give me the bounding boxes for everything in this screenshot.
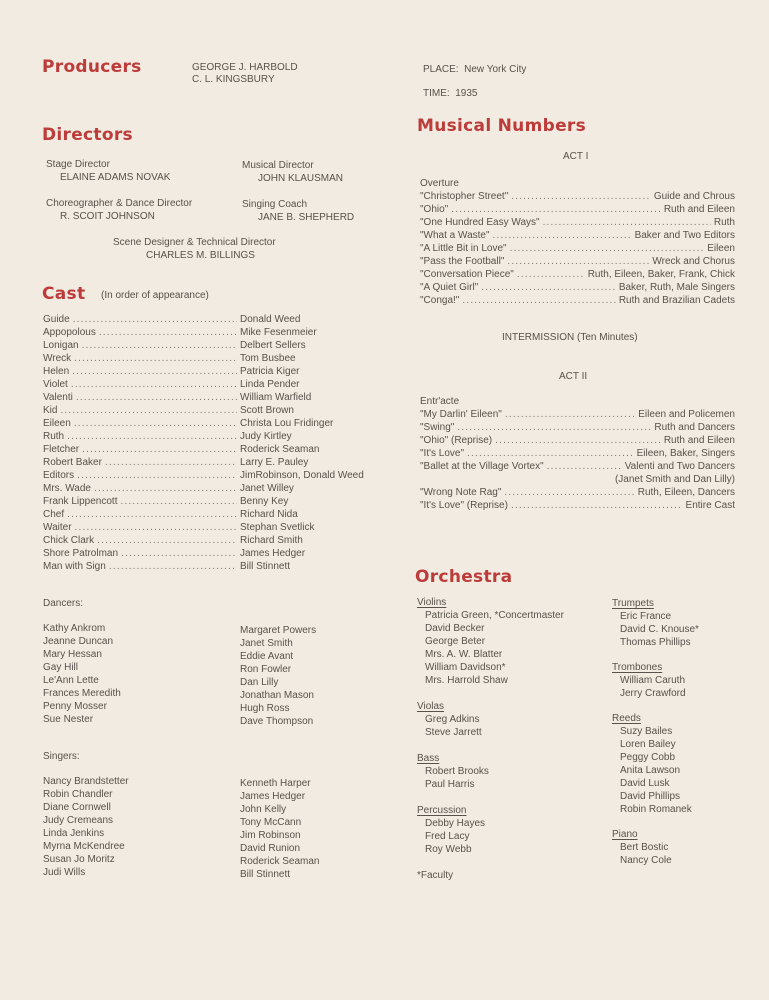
stage-director-role: Stage Director (46, 159, 110, 170)
orchestra-section-violas: Violas (417, 701, 445, 712)
cast-role: Appopolous (43, 327, 96, 338)
leader-dots (543, 216, 711, 229)
leader-dots (82, 443, 237, 456)
leader-dots (97, 534, 237, 547)
song-performers: Baker, Ruth, Male Singers (618, 282, 735, 293)
dancer-name: Hugh Ross (240, 703, 290, 714)
singer-name: Jim Robinson (240, 830, 301, 841)
cast-role: Valenti (43, 392, 73, 403)
cast-heading: Cast (42, 284, 86, 304)
song-performers: Ruth and Eileen (663, 204, 735, 215)
cast-row (43, 521, 348, 534)
song-row (420, 447, 735, 460)
leader-dots (74, 417, 237, 430)
act-1-label: ACT I (563, 151, 589, 162)
musical-director-role: Musical Director (242, 160, 314, 171)
leader-dots (121, 547, 237, 560)
song-title: "Christopher Street" (420, 191, 509, 202)
musician-name: Nancy Cole (620, 855, 672, 866)
song-title: "Conga!" (420, 295, 460, 306)
dancer-name: Janet Smith (240, 638, 293, 649)
song-row (420, 190, 735, 203)
leader-dots (495, 434, 661, 447)
cast-note: (In order of appearance) (101, 290, 209, 301)
song-row (420, 268, 735, 281)
song-title: "Ohio" (Reprise) (420, 435, 493, 446)
cast-row (43, 326, 348, 339)
musician-name: Patricia Green, *Concertmaster (425, 610, 564, 621)
cast-actor: Janet Willey (240, 483, 294, 494)
cast-row (43, 469, 364, 482)
producer-name-1: GEORGE J. HARBOLD (192, 62, 298, 73)
musician-name: Debby Hayes (425, 818, 486, 829)
musician-name: Jerry Crawford (620, 688, 686, 699)
stage-director-name: ELAINE ADAMS NOVAK (60, 172, 171, 183)
song-row (420, 255, 735, 268)
cast-role: Man with Sign (43, 561, 106, 572)
leader-dots (77, 469, 237, 482)
singer-name: Judy Cremeans (43, 815, 114, 826)
act-2-list (420, 395, 735, 512)
musician-name: Fred Lacy (425, 831, 470, 842)
cast-actor: Linda Pender (240, 379, 300, 390)
singer-name: David Runion (240, 843, 301, 854)
musician-name: Greg Adkins (425, 714, 480, 725)
orchestra-section-trombones: Trombones (612, 662, 663, 673)
song-performers: Ruth, Eileen, Dancers (637, 487, 735, 498)
musician-name: Roy Webb (425, 844, 472, 855)
singing-coach-name: JANE B. SHEPHERD (258, 212, 355, 223)
musician-name: Steve Jarrett (425, 727, 482, 738)
leader-dots (67, 508, 237, 521)
leader-dots (510, 242, 705, 255)
cast-actor: Mike Fesenmeier (240, 327, 317, 338)
song-performers: Ruth and Eileen (663, 435, 735, 446)
cast-role: Robert Baker (43, 457, 102, 468)
song-row (420, 460, 735, 473)
dancer-name: Eddie Avant (240, 651, 294, 662)
musician-name: Paul Harris (425, 779, 475, 790)
leader-dots (457, 421, 651, 434)
musician-name: David C. Knouse* (620, 624, 699, 635)
cast-role: Violet (43, 379, 68, 390)
singer-name: Robin Chandler (43, 789, 113, 800)
cast-row (43, 417, 348, 430)
cast-role: Shore Patrolman (43, 548, 119, 559)
cast-row (43, 482, 348, 495)
musical-numbers-heading: Musical Numbers (417, 116, 587, 136)
cast-row (43, 495, 348, 508)
dancer-name: Jonathan Mason (240, 690, 314, 701)
cast-role: Fletcher (43, 444, 80, 455)
musician-name: Suzy Bailes (620, 726, 673, 737)
orchestra-right-column (612, 597, 699, 867)
scene-designer-name: CHARLES M. BILLINGS (146, 250, 255, 261)
cast-actor: Donald Weed (240, 314, 301, 325)
cast-actor: JimRobinson, Donald Weed (240, 470, 364, 481)
cast-role: Helen (43, 366, 70, 377)
cast-actor: Patricia Kiger (240, 366, 300, 377)
song-performers: Ruth, Eileen, Baker, Frank, Chick (587, 269, 735, 280)
song-performers: Ruth (713, 217, 735, 228)
producer-name-2: C. L. KINGSBURY (192, 74, 275, 85)
song-row (420, 203, 735, 216)
song-title: "It's Love" (Reprise) (420, 500, 508, 511)
song-performers: Ruth and Dancers (654, 422, 735, 433)
singer-name: Tony McCann (240, 817, 302, 828)
cast-role: Editors (43, 470, 75, 481)
song-row (420, 242, 735, 255)
leader-dots (547, 460, 622, 473)
leader-dots (451, 203, 661, 216)
cast-actor: Richard Nida (240, 509, 298, 520)
song-title: "A Little Bit in Love" (420, 243, 507, 254)
cast-row (43, 352, 348, 365)
cast-row (43, 378, 348, 391)
song-row (420, 408, 735, 421)
singers-column-1 (43, 775, 129, 879)
cast-role: Chef (43, 509, 65, 520)
leader-dots (493, 229, 632, 242)
musician-name: Peggy Cobb (620, 752, 676, 763)
musician-name: William Caruth (620, 675, 686, 686)
song-title: "Conversation Piece" (420, 269, 514, 280)
cast-actor: Christa Lou Fridinger (240, 418, 334, 429)
song-performers: Baker and Two Editors (634, 230, 735, 241)
cast-actor: Stephan Svetlick (240, 522, 315, 533)
leader-dots (105, 456, 237, 469)
leader-dots (72, 365, 237, 378)
orchestra-section-bass: Bass (417, 753, 440, 764)
time-label: TIME: (423, 88, 450, 99)
musician-name: William Davidson* (425, 662, 506, 673)
song-performers: Ruth and Brazilian Cadets (618, 295, 735, 306)
song-title: "Swing" (420, 422, 455, 433)
cast-row (43, 430, 348, 443)
song-title: Overture (420, 178, 459, 189)
cast-role: Kid (43, 405, 58, 416)
musician-name: Anita Lawson (620, 765, 681, 776)
dancer-name: Sue Nester (43, 714, 94, 725)
song-row (420, 229, 735, 242)
singer-name: James Hedger (240, 791, 306, 802)
leader-dots (505, 408, 635, 421)
musician-name: David Becker (425, 623, 485, 634)
cast-actor: Richard Smith (240, 535, 303, 546)
faculty-note: *Faculty (417, 870, 454, 881)
cast-actor: James Hedger (240, 548, 306, 559)
act-2-label: ACT II (559, 371, 588, 382)
dancer-name: Le'Ann Lette (43, 675, 99, 686)
leader-dots (467, 447, 634, 460)
intermission: INTERMISSION (Ten Minutes) (502, 332, 638, 343)
song-performers: Eileen, Baker, Singers (636, 448, 735, 459)
song-row (420, 216, 735, 229)
cast-row (43, 534, 348, 547)
musician-name: Mrs. Harrold Shaw (425, 675, 508, 686)
cast-actor: Roderick Seaman (240, 444, 320, 455)
act-1-list (420, 177, 735, 307)
choreographer-role: Choreographer & Dance Director (46, 198, 193, 209)
song-title: "A Quiet Girl" (420, 282, 479, 293)
cast-row (43, 508, 348, 521)
singer-name: John Kelly (240, 804, 287, 815)
cast-role: Chick Clark (43, 535, 95, 546)
song-row (420, 486, 735, 499)
leader-dots (504, 486, 634, 499)
leader-dots (60, 404, 237, 417)
orchestra-section-reeds: Reeds (612, 713, 641, 724)
musician-name: Robin Romanek (620, 804, 692, 815)
singers-column-2 (240, 777, 319, 881)
cast-role: Lonigan (43, 340, 79, 351)
musician-name: Eric France (620, 611, 672, 622)
song-performers: Eileen (707, 243, 735, 254)
song-title: "It's Love" (420, 448, 465, 459)
dancers-column-1 (43, 622, 121, 726)
orchestra-heading: Orchestra (415, 567, 513, 587)
song-row (420, 499, 735, 512)
singer-name: Nancy Brandstetter (43, 776, 129, 787)
cast-row (43, 391, 348, 404)
leader-dots (71, 378, 237, 391)
song-performers: Entire Cast (685, 500, 735, 511)
leader-dots (94, 482, 237, 495)
orchestra-section-piano: Piano (612, 829, 638, 840)
singer-name: Linda Jenkins (43, 828, 105, 839)
leader-dots (75, 521, 237, 534)
singer-name: Kenneth Harper (240, 778, 311, 789)
scene-designer-role: Scene Designer & Technical Director (113, 237, 276, 248)
song-performers: Guide and Chrous (653, 191, 735, 202)
producers-heading: Producers (42, 57, 142, 77)
song-row (420, 281, 735, 294)
leader-dots (82, 339, 237, 352)
song-title: Entr'acte (420, 396, 460, 407)
dancers-label: Dancers: (43, 598, 84, 609)
dancer-name: Penny Mosser (43, 701, 107, 712)
time-value: 1935 (455, 88, 478, 99)
place-line (423, 63, 526, 76)
dancer-name: Gay Hill (43, 662, 79, 673)
song-performers: Valenti and Two Dancers (624, 461, 735, 472)
musical-director-name: JOHN KLAUSMAN (258, 173, 344, 184)
cast-role: Frank Lippencott (43, 496, 118, 507)
song-row (420, 434, 735, 447)
dancer-name: Dan Lilly (240, 677, 279, 688)
dancer-name: Ron Fowler (240, 664, 292, 675)
song-title: "What a Waste" (420, 230, 490, 241)
song-performers: Wreck and Chorus (652, 256, 735, 267)
singer-name: Judi Wills (43, 867, 86, 878)
leader-dots (121, 495, 238, 508)
singer-name: Susan Jo Moritz (43, 854, 115, 865)
leader-dots (511, 190, 651, 203)
cast-actor: Tom Busbee (240, 353, 296, 364)
leader-dots (76, 391, 237, 404)
dancer-name: Margaret Powers (240, 625, 317, 636)
song-title: "Wrong Note Rag" (420, 487, 502, 498)
song-title: "My Darlin' Eileen" (420, 409, 502, 420)
leader-dots (507, 255, 649, 268)
cast-actor: Judy Kirtley (240, 431, 292, 442)
song-performers: (Janet Smith and Dan Lilly) (614, 474, 735, 485)
dancer-name: Jeanne Duncan (43, 636, 114, 647)
musician-name: George Beter (425, 636, 486, 647)
song-title: "One Hundred Easy Ways" (420, 217, 540, 228)
singing-coach-role: Singing Coach (242, 199, 308, 210)
choreographer-name: R. SCOIT JOHNSON (60, 211, 155, 222)
song-performers: Eileen and Policemen (638, 409, 735, 420)
cast-role: Eileen (43, 418, 71, 429)
cast-row (43, 547, 348, 560)
singer-name: Myrna McKendree (43, 841, 125, 852)
musician-name: Bert Bostic (620, 842, 669, 853)
cast-actor: Larry E. Pauley (240, 457, 309, 468)
cast-row (43, 456, 348, 469)
song-row (420, 395, 735, 408)
musician-name: Loren Bailey (620, 739, 676, 750)
cast-row (43, 313, 348, 326)
leader-dots (511, 499, 683, 512)
cast-role: Ruth (43, 431, 65, 442)
cast-row (43, 339, 348, 352)
cast-row (43, 404, 348, 417)
leader-dots (517, 268, 585, 281)
orchestra-section-violins: Violins (417, 597, 447, 608)
musician-name: Thomas Phillips (620, 637, 691, 648)
singer-name: Roderick Seaman (240, 856, 320, 867)
orchestra-section-trumpets: Trumpets (612, 598, 654, 609)
cast-role: Guide (43, 314, 70, 325)
cast-actor: Bill Stinnett (240, 561, 291, 572)
song-title: "Ballet at the Village Vortex" (420, 461, 544, 472)
time-line (423, 87, 477, 100)
musician-name: David Phillips (620, 791, 681, 802)
cast-role: Mrs. Wade (43, 483, 91, 494)
musician-name: David Lusk (620, 778, 670, 789)
orchestra-section-percussion: Percussion (417, 805, 467, 816)
cast-role: Waiter (43, 522, 72, 533)
place-label: PLACE: (423, 64, 459, 75)
singers-label: Singers: (43, 751, 80, 762)
song-row (420, 421, 735, 434)
cast-actor: Scott Brown (240, 405, 294, 416)
song-title: "Ohio" (420, 204, 449, 215)
singer-name: Bill Stinnett (240, 869, 291, 880)
leader-dots (73, 313, 237, 326)
cast-row (43, 560, 348, 573)
directors-heading: Directors (42, 125, 133, 145)
dancer-name: Kathy Ankrom (43, 623, 106, 634)
leader-dots (67, 430, 237, 443)
cast-row (43, 365, 348, 378)
orchestra-left-column (417, 596, 564, 882)
dancer-name: Mary Hessan (43, 649, 102, 660)
cast-row (43, 443, 348, 456)
singer-name: Diane Cornwell (43, 802, 111, 813)
song-row (420, 177, 735, 190)
cast-actor: Benny Key (240, 496, 289, 507)
cast-role: Wreck (43, 353, 72, 364)
song-title: "Pass the Football" (420, 256, 505, 267)
cast-actor: William Warfield (240, 392, 312, 403)
leader-dots (462, 294, 615, 307)
cast-list (43, 313, 364, 573)
dancer-name: Frances Meredith (43, 688, 121, 699)
leader-dots (74, 352, 237, 365)
dancer-name: Dave Thompson (240, 716, 314, 727)
song-row (420, 473, 735, 486)
leader-dots (481, 281, 616, 294)
dancers-column-2 (240, 624, 316, 728)
song-row (420, 294, 735, 307)
musician-name: Mrs. A. W. Blatter (425, 649, 503, 660)
leader-dots (99, 326, 237, 339)
place-value: New York City (464, 64, 527, 75)
cast-actor: Delbert Sellers (240, 340, 306, 351)
leader-dots (109, 560, 237, 573)
musician-name: Robert Brooks (425, 766, 489, 777)
